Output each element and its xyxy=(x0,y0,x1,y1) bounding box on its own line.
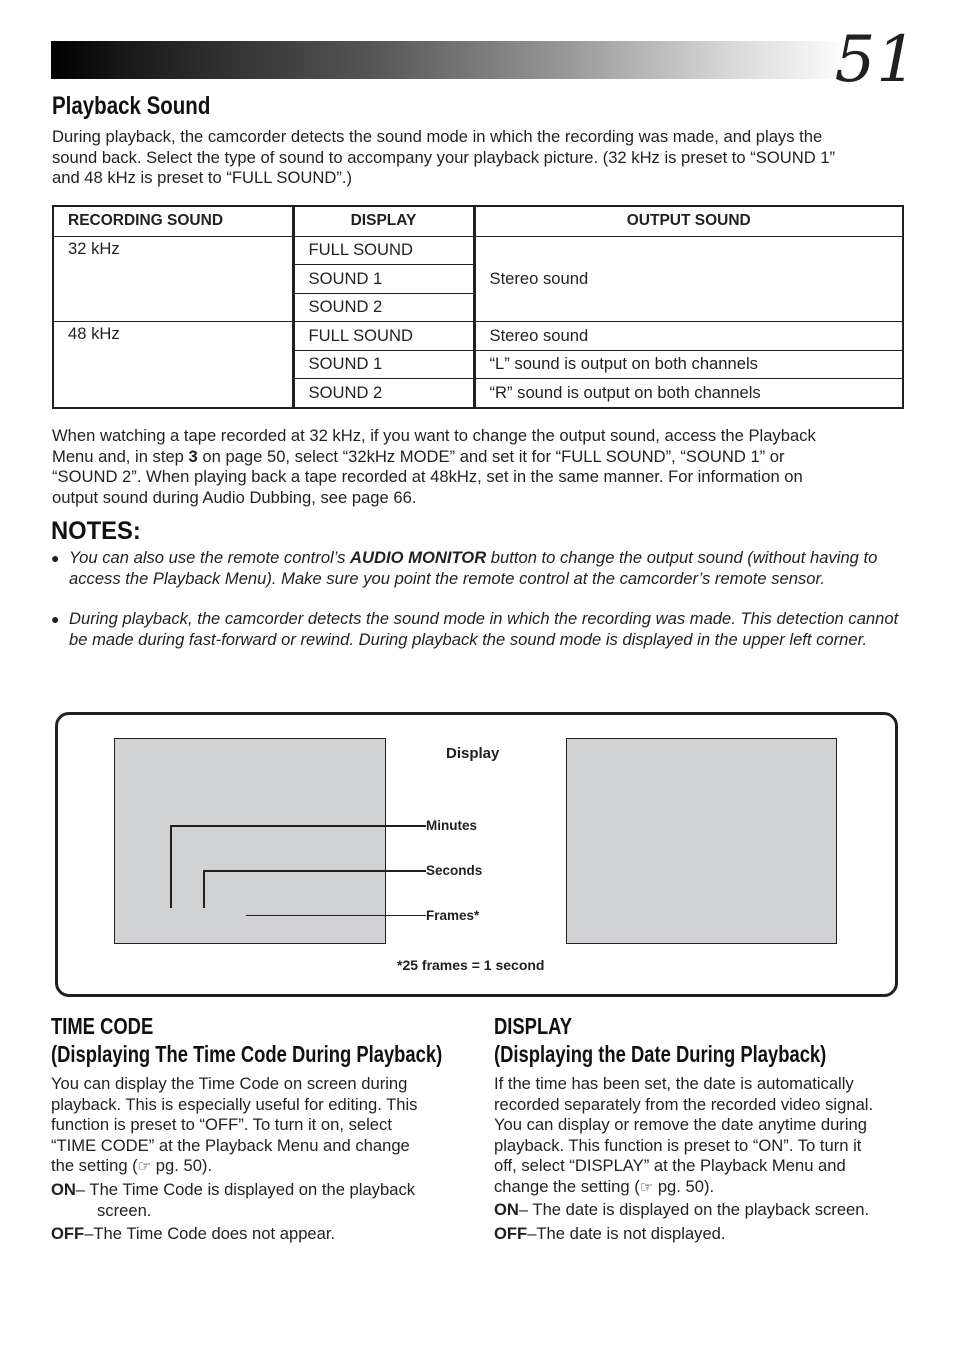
table-row xyxy=(53,322,903,351)
playback-sound-after-text xyxy=(52,426,912,508)
step-number: 3 xyxy=(188,446,198,466)
header-display: DISPLAY xyxy=(293,206,474,236)
display-line: playback. This function is preset to “ON”. To turn it xyxy=(494,1135,862,1155)
time-code-line-part: pg. 50). xyxy=(151,1156,213,1176)
time-code-title-line: (Displaying The Time Code During Playback) xyxy=(51,1041,443,1067)
frames-leader-horizontal xyxy=(246,915,426,916)
seconds-leader-vertical xyxy=(203,870,205,908)
section-title-playback-sound: Playback Sound xyxy=(52,92,211,120)
cell-recording-48khz: 48 kHz xyxy=(53,322,293,408)
intro-line: and 48 kHz is preset to “FULL SOUND”.) xyxy=(52,168,353,188)
option-text: –The Time Code does not appear. xyxy=(84,1224,336,1243)
off-label: OFF xyxy=(494,1224,528,1243)
seconds-leader-horizontal xyxy=(203,870,426,872)
after-line-part: Menu and, in step xyxy=(52,446,189,466)
table-row xyxy=(53,236,903,265)
off-label: OFF xyxy=(51,1224,85,1243)
hand-pointer-icon: ☞ xyxy=(137,1158,152,1176)
frames-footnote: *25 frames = 1 second xyxy=(397,957,545,973)
notes-title: NOTES: xyxy=(51,517,141,545)
display-title-line: (Displaying the Date During Playback) xyxy=(494,1041,827,1067)
cell-output: “R” sound is output on both channels xyxy=(474,379,903,408)
after-line: When watching a tape recorded at 32 kHz, if you want to change the output sound, access the Playback xyxy=(52,426,816,445)
on-label: ON xyxy=(494,1200,519,1219)
display-line: You can display or remove the date anytime during xyxy=(494,1115,867,1135)
display-line: recorded separately from the recorded video signal. xyxy=(494,1094,874,1114)
cell-display: SOUND 2 xyxy=(293,293,474,322)
bullet-icon: ● xyxy=(51,550,60,566)
time-code-off-option xyxy=(51,1224,461,1245)
cell-output-stereo: Stereo sound xyxy=(474,236,903,322)
display-line-part: change the setting ( xyxy=(494,1176,640,1196)
time-code-line: playback. This is especially useful for editing. This xyxy=(51,1094,418,1114)
display-line: off, select “DISPLAY” at the Playback Menu and xyxy=(494,1156,846,1176)
display-line-part: pg. 50). xyxy=(653,1176,715,1196)
seconds-label: Seconds xyxy=(426,863,483,878)
minutes-leader-horizontal xyxy=(170,825,426,827)
cell-output: “L” sound is output on both channels xyxy=(474,350,903,379)
time-code-title xyxy=(51,1012,442,1068)
cell-display: SOUND 1 xyxy=(293,265,474,294)
screen-right xyxy=(566,738,837,944)
frames-label: Frames* xyxy=(426,908,480,923)
after-line: output sound during Audio Dubbing, see page 66. xyxy=(52,487,417,507)
option-text: – The Time Code is displayed on the playback xyxy=(75,1180,416,1199)
minutes-leader-vertical xyxy=(170,825,172,908)
page-number: 51 xyxy=(834,23,918,97)
note-item xyxy=(51,548,903,589)
option-text: – The date is displayed on the playback screen. xyxy=(518,1200,870,1219)
option-line: screen. xyxy=(97,1200,152,1220)
intro-line: During playback, the camcorder detects the sound mode in which the recording was made, and plays the xyxy=(52,127,823,146)
note-emphasis: AUDIO MONITOR xyxy=(350,548,487,567)
option-text: –The date is not displayed. xyxy=(527,1224,726,1243)
header-gradient-bar xyxy=(51,41,851,79)
note-text: During playback, the camcorder detects the sound mode in which the recording was made. This detection cannot be made during fast-forward or rewind. During playback the sound mode is displayed in the upper left corner. xyxy=(69,609,899,649)
display-line xyxy=(494,1177,914,1199)
header-output-sound: OUTPUT SOUND xyxy=(474,206,903,236)
time-code-line: You can display the Time Code on screen during xyxy=(51,1074,408,1093)
display-off-option xyxy=(494,1224,914,1245)
sound-table xyxy=(52,205,904,409)
display-on-option xyxy=(494,1200,914,1221)
time-code-line: function is preset to “OFF”. To turn it on, select xyxy=(51,1115,392,1135)
cell-display: FULL SOUND xyxy=(293,236,474,265)
note-item xyxy=(51,609,903,650)
option-line xyxy=(51,1180,461,1201)
display-label: Display xyxy=(446,745,500,762)
time-code-body xyxy=(51,1074,461,1178)
cell-recording-32khz: 32 kHz xyxy=(53,236,293,322)
cell-display: SOUND 2 xyxy=(293,379,474,408)
display-section-title xyxy=(494,1012,826,1068)
display-line: If the time has been set, the date is automatically xyxy=(494,1074,854,1093)
bullet-icon: ● xyxy=(51,611,60,627)
time-code-on-option xyxy=(51,1180,461,1221)
after-line: “SOUND 2”. When playing back a tape recorded at 48kHz, set in the same manner. For information on xyxy=(52,467,803,487)
note-text xyxy=(51,548,903,589)
display-section-body xyxy=(494,1074,914,1199)
cell-display: SOUND 1 xyxy=(293,350,474,379)
header-recording-sound: RECORDING SOUND xyxy=(53,206,293,236)
cell-display: FULL SOUND xyxy=(293,322,474,351)
screen-left xyxy=(114,738,386,944)
after-line xyxy=(52,447,912,468)
on-label: ON xyxy=(51,1180,76,1199)
note-text-part: button to change the output sound (without having to access the Playback Menu). Make sure you point the remote control at the camcorder’s remote sensor. xyxy=(69,548,878,588)
after-line-part: on page 50, select “32kHz MODE” and set it for “FULL SOUND”, “SOUND 1” or xyxy=(197,446,785,466)
intro-line: sound back. Select the type of sound to accompany your playback picture. (32 kHz is preset to “SOUND 1” xyxy=(52,147,836,167)
time-code-line xyxy=(51,1156,461,1178)
time-code-line-part: the setting ( xyxy=(51,1156,138,1176)
hand-pointer-icon: ☞ xyxy=(639,1178,654,1196)
minutes-label: Minutes xyxy=(426,818,478,833)
time-code-line: “TIME CODE” at the Playback Menu and change xyxy=(51,1135,410,1155)
table-header-row xyxy=(53,206,903,236)
time-code-diagram xyxy=(55,712,898,997)
cell-output: Stereo sound xyxy=(474,322,903,351)
note-text-part: You can also use the remote control’s xyxy=(69,548,351,567)
display-title-line: DISPLAY xyxy=(494,1013,573,1039)
playback-sound-intro xyxy=(52,127,912,189)
time-code-title-line: TIME CODE xyxy=(51,1013,154,1039)
